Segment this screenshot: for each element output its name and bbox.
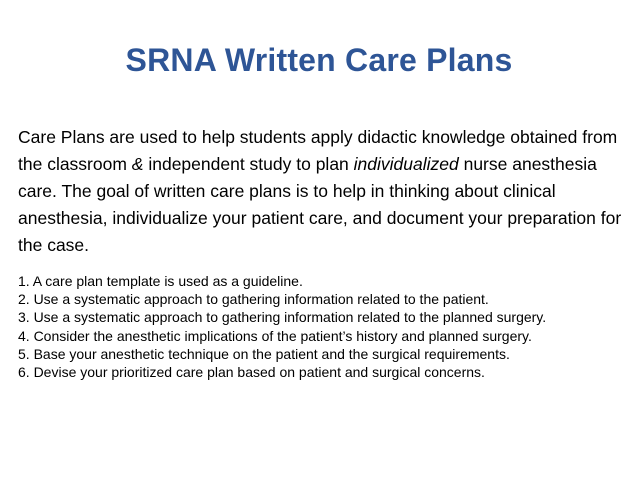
step-item-5: 5. Base your anesthetic technique on the patient and the surgical requirements. <box>18 345 510 362</box>
slide-title: SRNA Written Care Plans <box>125 42 513 78</box>
step-item-4: 4. Consider the anesthetic implications of the patient’s history and planned surgery. <box>18 327 532 344</box>
step-item-2: 2. Use a systematic approach to gathering information related to the patient. <box>18 291 489 308</box>
step-item-3: 3. Use a systematic approach to gathering information related to the planned surgery. <box>18 309 547 326</box>
intro-text-part-3: nurse anesthesia care. The goal of written care plans is to help in thinking about clinical anesthesia, individualize your patient care, and document your preparation for the case. <box>18 154 622 255</box>
step-item-6: 6. Devise your prioritized care plan based on patient and surgical concerns. <box>18 364 485 381</box>
steps-list <box>18 272 630 381</box>
step-item-1: 1. A care plan template is used as a guideline. <box>18 273 303 289</box>
intro-ampersand: & <box>131 154 144 174</box>
intro-paragraph <box>18 124 630 259</box>
intro-italic-word: individualized <box>353 154 459 174</box>
intro-text-part-1: Care Plans are used to help students apply didactic knowledge obtained from the classroom <box>18 127 618 174</box>
intro-text-part-2: independent study to plan <box>143 154 354 174</box>
